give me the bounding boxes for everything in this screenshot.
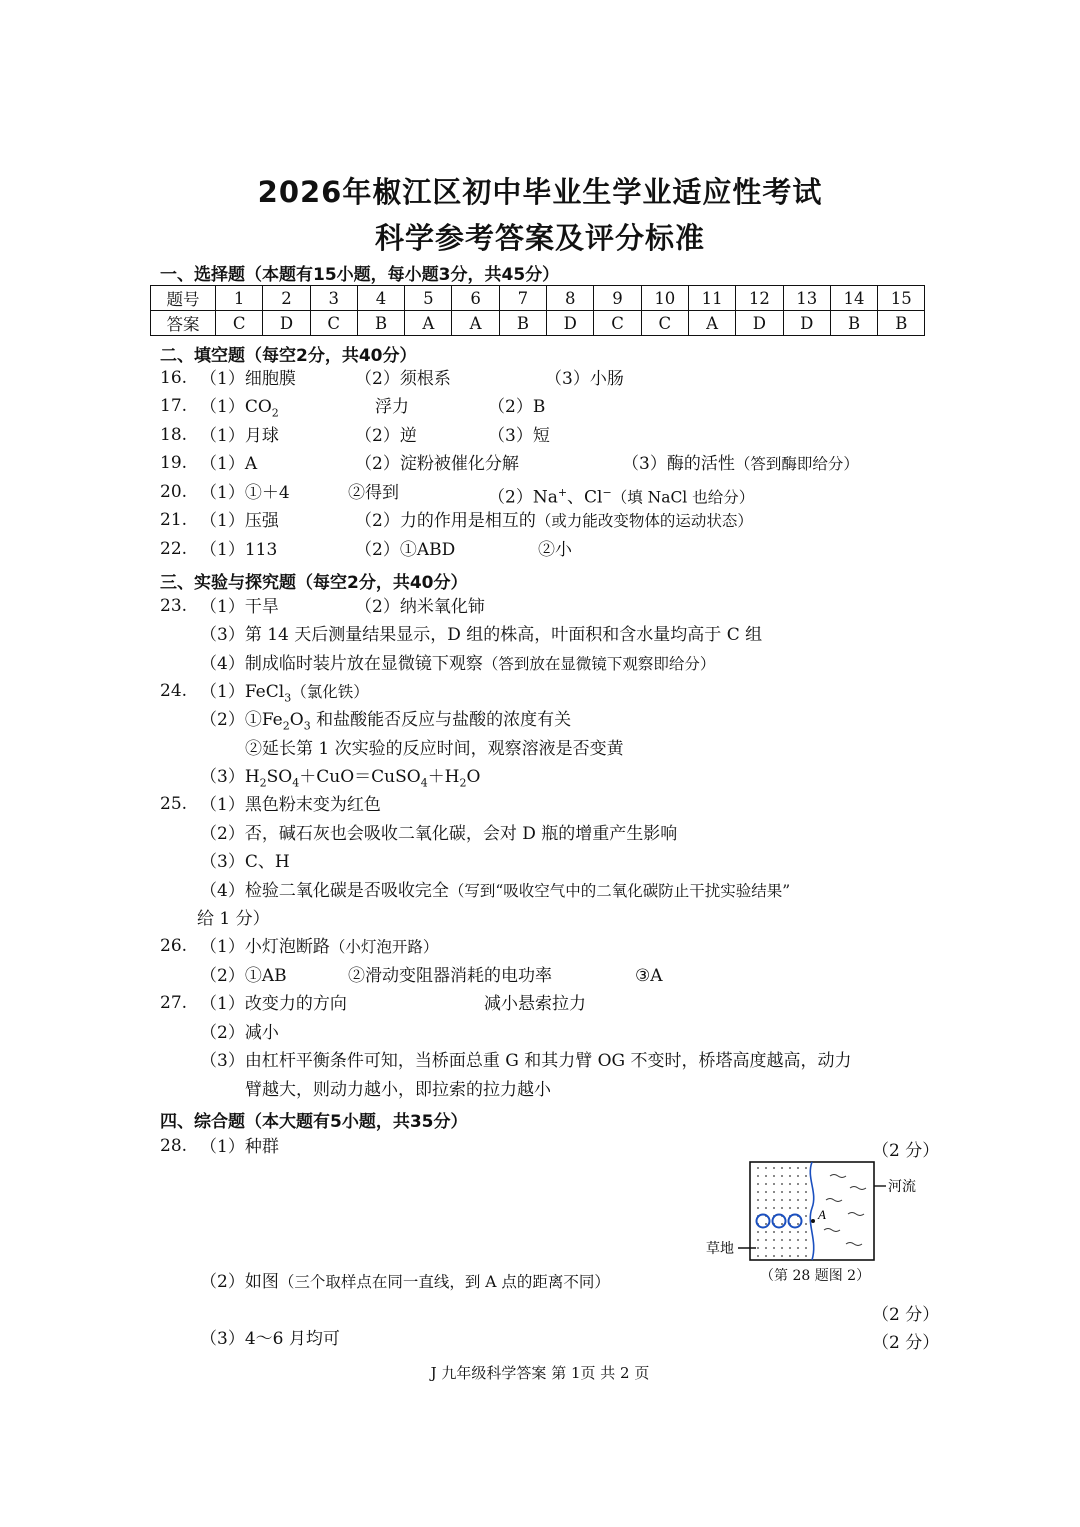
answer-text: （1）干旱 [200, 597, 279, 617]
table-row [151, 286, 925, 311]
answer-text [200, 653, 715, 675]
question-number: 25. [160, 794, 188, 814]
table-cell: B [878, 311, 925, 336]
question-number: 28. [160, 1136, 188, 1156]
figure-caption: （第 28 题图 2） [760, 1268, 871, 1284]
question-number: 18. [160, 425, 188, 445]
table-cell: C [594, 311, 641, 336]
answer-text: SO [266, 767, 293, 787]
answer-text: （1）FeCl [200, 682, 285, 702]
answer-text: （1）细胞膜 [200, 369, 296, 389]
answer-text [622, 453, 859, 475]
section-heading-experiment: 三、实验与探究题（每空2分，共40分） [160, 573, 468, 593]
chemical-equation [200, 766, 480, 794]
answer-text: ＋H [427, 767, 460, 787]
answer-text: （2）Na [488, 487, 558, 508]
answer-text: （3）C、H [200, 852, 290, 872]
answer-text: 和盐酸能否反应与盐酸的浓度有关 [310, 710, 572, 730]
question-number: 21. [160, 510, 188, 530]
table-cell: 4 [357, 286, 404, 311]
page-subtitle: 科学参考答案及评分标准 [374, 221, 705, 255]
answer-text: （2）逆 [355, 426, 417, 446]
answer-text: （2）如图 [200, 1272, 279, 1292]
table-cell: D [736, 311, 783, 336]
scoring-note: （或力能改变物体的运动状态） [535, 512, 753, 530]
table-cell: A [452, 311, 499, 336]
answer-text: （2）否，碱石灰也会吸收二氧化碳，会对 D 瓶的增重产生影响 [200, 824, 678, 844]
question-number: 20. [160, 482, 188, 502]
subscript: 2 [259, 776, 267, 790]
table-cell: 12 [736, 286, 783, 311]
answer-text: （1）黑色粉末变为红色 [200, 795, 381, 815]
score-label: （2 分） [872, 1305, 940, 1325]
table-cell: 3 [310, 286, 357, 311]
answer-text [200, 1271, 610, 1293]
subscript: 2 [271, 406, 279, 420]
score-label: （2 分） [872, 1141, 940, 1161]
point-a-label: A [818, 1207, 826, 1222]
answer-text: ③A [635, 966, 663, 986]
water-waves [824, 1175, 866, 1246]
page-footer: J 九年级科学答案 第 1页 共 2 页 [430, 1364, 650, 1382]
answer-text: 浮力 [375, 397, 409, 417]
point-a-marker [811, 1219, 815, 1223]
answer-text [200, 396, 279, 424]
table-cell: 1 [216, 286, 263, 311]
table-cell: 6 [452, 286, 499, 311]
table-cell: C [641, 311, 688, 336]
section-heading-comprehensive: 四、综合题（本大题有5小题，共35分） [160, 1112, 468, 1132]
answer-text: （2）淀粉被催化分解 [355, 454, 519, 474]
table-cell: 2 [263, 286, 310, 311]
grass-label: 草地 [706, 1241, 734, 1257]
question-number: 26. [160, 936, 188, 956]
answer-text [200, 709, 571, 737]
table-cell: 10 [641, 286, 688, 311]
answer-text: （4）检验二氧化碳是否吸收完全 [200, 881, 449, 901]
answer-text: （1）压强 [200, 511, 279, 531]
answer-text: （3）4～6 月均可 [200, 1329, 340, 1349]
scoring-note: （小灯泡开路） [329, 938, 439, 956]
answer-text: ②得到 [348, 483, 399, 503]
answer-text: （2）①ABD [355, 540, 456, 560]
answer-text [200, 880, 790, 902]
answer-text: （2）须根系 [355, 369, 451, 389]
answer-text: （3）酶的活性 [622, 454, 735, 474]
subscript: 3 [303, 719, 311, 733]
answer-text: （3）短 [488, 426, 550, 446]
table-cell: A [405, 311, 452, 336]
answer-text: 给 1 分） [197, 909, 270, 929]
answer-text: （1）月球 [200, 426, 279, 446]
scoring-note: （答到放在显微镜下观察即给分） [482, 655, 716, 673]
subscript: 4 [292, 776, 300, 790]
table-row [151, 311, 925, 336]
scoring-note: （写到“吸收空气中的二氧化碳防止干扰实验结果” [448, 882, 791, 900]
answer-text: （2）B [488, 397, 546, 417]
table-cell: B [830, 311, 877, 336]
answer-text: 臂越大，则动力越小，即拉索的拉力越小 [245, 1080, 551, 1100]
choice-answer-table [150, 285, 925, 336]
scoring-note: （答到酶即给分） [734, 455, 859, 473]
answer-text: （2）①AB [200, 966, 287, 986]
answer-text: （1）①＋4 [200, 483, 290, 503]
subscript: 2 [459, 776, 467, 790]
answer-text: （1）小灯泡断路 [200, 937, 330, 957]
subscript: 4 [420, 776, 428, 790]
table-cell: A [688, 311, 735, 336]
grass-area [751, 1163, 811, 1259]
question-number: 17. [160, 396, 188, 416]
superscript: + [557, 486, 568, 499]
section-heading-fill: 二、填空题（每空2分，共40分） [160, 346, 417, 366]
score-label: （2 分） [872, 1333, 940, 1353]
table-cell: 13 [783, 286, 830, 311]
answer-text: （3）第 14 天后测量结果显示，D 组的株高，叶面积和含水量均高于 C 组 [200, 625, 763, 645]
table-cell: D [547, 311, 594, 336]
answer-text: ②滑动变阻器消耗的电功率 [348, 966, 552, 986]
answer-text [200, 681, 369, 709]
answer-text: （4）制成临时装片放在显微镜下观察 [200, 654, 483, 674]
answer-text: （2）力的作用是相互的 [355, 511, 536, 531]
river-label: 河流 [888, 1179, 916, 1195]
answer-text: （1）A [200, 454, 258, 474]
answer-text: （2）减小 [200, 1023, 279, 1043]
answer-text: O [466, 767, 481, 787]
table-cell: D [783, 311, 830, 336]
page-title: 2026年椒江区初中毕业生学业适应性考试 [257, 175, 823, 209]
question-number: 24. [160, 681, 188, 701]
table-cell: C [310, 311, 357, 336]
table-cell: D [263, 311, 310, 336]
table-cell: 8 [547, 286, 594, 311]
sampling-figure [700, 1158, 930, 1266]
answer-text: （2）纳米氧化铈 [355, 597, 485, 617]
scoring-note: （氯化铁） [291, 683, 369, 701]
answer-text: （1）种群 [200, 1137, 279, 1157]
answer-text: O [289, 710, 304, 730]
table-cell: 9 [594, 286, 641, 311]
answer-text: （1）CO [200, 397, 272, 417]
answer-text: （3）小肠 [545, 369, 624, 389]
table-cell: 7 [499, 286, 546, 311]
table-cell: 11 [688, 286, 735, 311]
answer-text [355, 510, 753, 532]
table-cell: B [499, 311, 546, 336]
subscript: 3 [284, 691, 292, 705]
scoring-note: （填 NaCl 也给分） [611, 488, 755, 507]
answer-text: （3）由杠杆平衡条件可知，当桥面总重 G 和其力臂 OG 不变时，桥塔高度越高，动力 [200, 1051, 852, 1071]
table-cell: 5 [405, 286, 452, 311]
table-cell: 14 [830, 286, 877, 311]
answer-text: （1）改变力的方向 [200, 994, 347, 1014]
answer-text: （3）H [200, 767, 260, 787]
table-cell: C [216, 311, 263, 336]
answer-text: ②延长第 1 次实验的反应时间，观察溶液是否变黄 [245, 739, 624, 759]
question-number: 23. [160, 596, 188, 616]
answer-text [488, 482, 754, 509]
question-number: 22. [160, 539, 188, 559]
answer-text: ②小 [538, 540, 572, 560]
section-heading-choice: 一、选择题（本题有15小题，每小题3分，共45分） [160, 265, 560, 285]
table-cell: B [357, 311, 404, 336]
answer-text: 减小悬索拉力 [484, 994, 586, 1014]
question-number: 16. [160, 368, 188, 388]
table-cell: 15 [878, 286, 925, 311]
table-cell: 题号 [151, 286, 216, 311]
scoring-note: （三个取样点在同一直线，到 A 点的距离不同） [278, 1273, 610, 1291]
table-cell: 答案 [151, 311, 216, 336]
superscript: − [602, 486, 612, 499]
question-number: 27. [160, 993, 188, 1013]
answer-text [200, 936, 438, 958]
question-number: 19. [160, 453, 188, 473]
answer-text: 、Cl [567, 487, 603, 508]
answer-text: （1）113 [200, 540, 278, 560]
answer-text: （2）①Fe [200, 710, 283, 730]
subscript: 2 [282, 719, 290, 733]
answer-text: ＋CuO＝CuSO [299, 767, 421, 787]
